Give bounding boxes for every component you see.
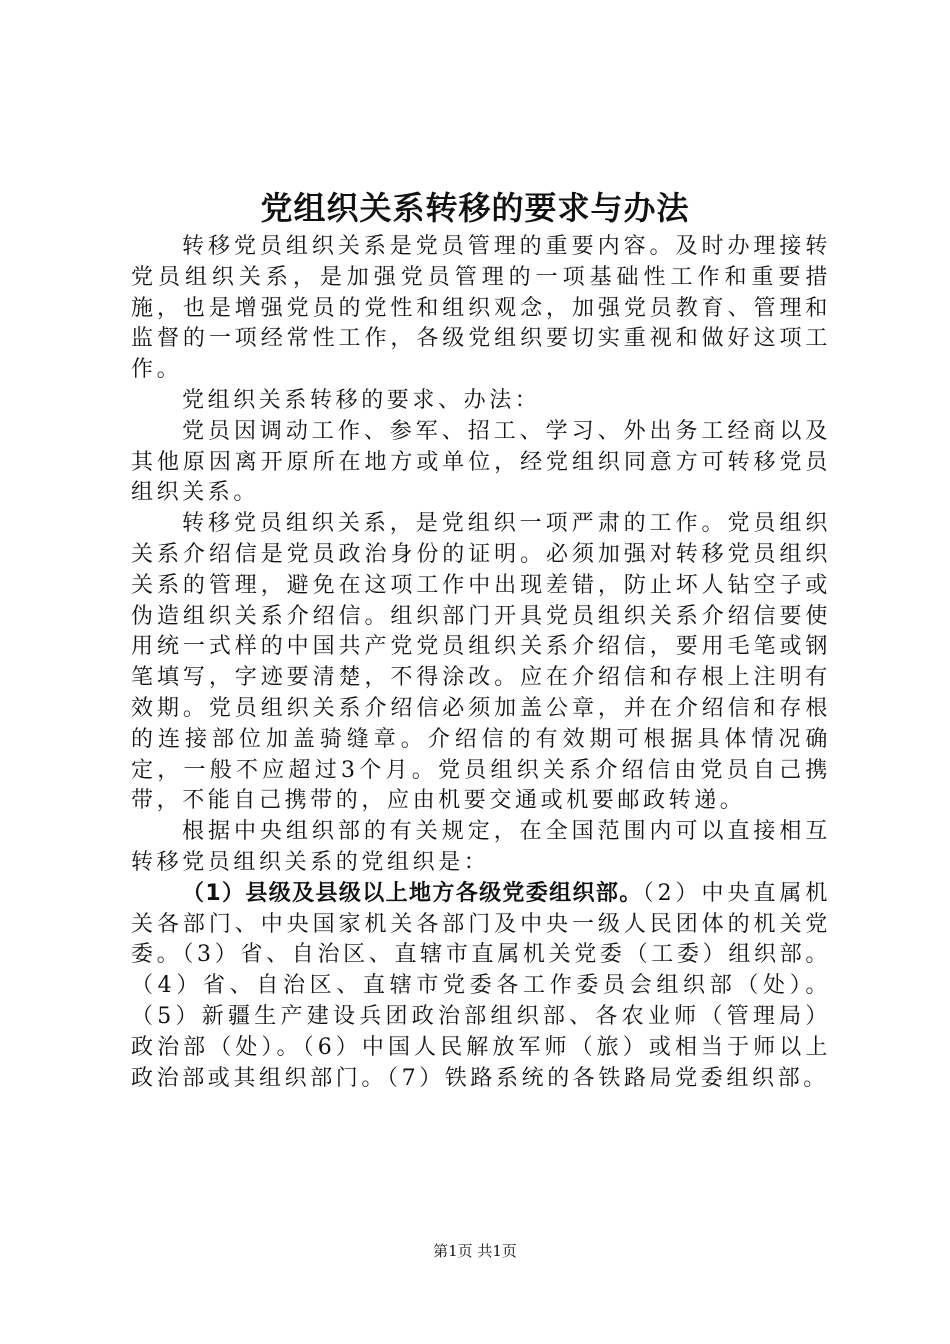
- document-body: [131, 232, 831, 1094]
- list-rest-items: （2）中央直属机关各部门、中央国家机关各部门及中央一级人民团体的机关党委。（3）省、自治区、直辖市直属机关党委（工委）组织部。（4）省、自治区、直辖市党委各工作委员会组织部（处）。（5）新疆生产建设兵团政治部组织部、各农业师（管理局）政治部（处）。（6）中国人民解放军师（旅）或相当于师以上政治部或其组织部门。（7）铁路系统的各铁路局党委组织部。: [131, 880, 831, 1091]
- paragraph-conditions: 党员因调动工作、参军、招工、学习、外出务工经商以及其他原因离开原所在地方或单位，经党组织同意方可转移党员组织关系。: [131, 418, 831, 506]
- page-footer: 第1页 共1页: [433, 1242, 517, 1260]
- paragraph-procedure: 转移党员组织关系，是党组织一项严肃的工作。党员组织关系介绍信是党员政治身份的证明。必须加强对转移党员组织关系的管理，避免在这项工作中出现差错，防止坏人钻空子或伪造组织关系介绍信。组织部门开具党员组织关系介绍信要使用统一式样的中国共产党党员组织关系介绍信，要用毛笔或钢笔填写，字迹要清楚，不得涂改。应在介绍信和存根上注明有效期。党员组织关系介绍信必须加盖公章，并在介绍信和存根的连接部位加盖骑缝章。介绍信的有效期可根据具体情况确定，一般不应超过3个月。党员组织关系介绍信由党员自己携带，不能自己携带的，应由机要交通或机要邮政转递。: [131, 511, 831, 814]
- paragraph-heading: 党组织关系转移的要求、办法：: [182, 387, 541, 413]
- paragraph-intro: 转移党员组织关系是党员管理的重要内容。及时办理接转党员组织关系，是加强党员管理的一项基础性工作和重要措施，也是增强党员的党性和组织观念，加强党员教育、管理和监督的一项经常性工作，各级党组织要切实重视和做好这项工作。: [131, 234, 831, 383]
- list-lead-item: （1）县级及县级以上地方各级党委组织部。: [182, 880, 643, 906]
- paragraph-regulation: 根据中央组织部的有关规定，在全国范围内可以直接相互转移党员组织关系的党组织是：: [131, 819, 831, 875]
- paragraph-organization-list: [131, 879, 831, 1095]
- document-title: 党组织关系转移的要求与办法: [260, 189, 690, 227]
